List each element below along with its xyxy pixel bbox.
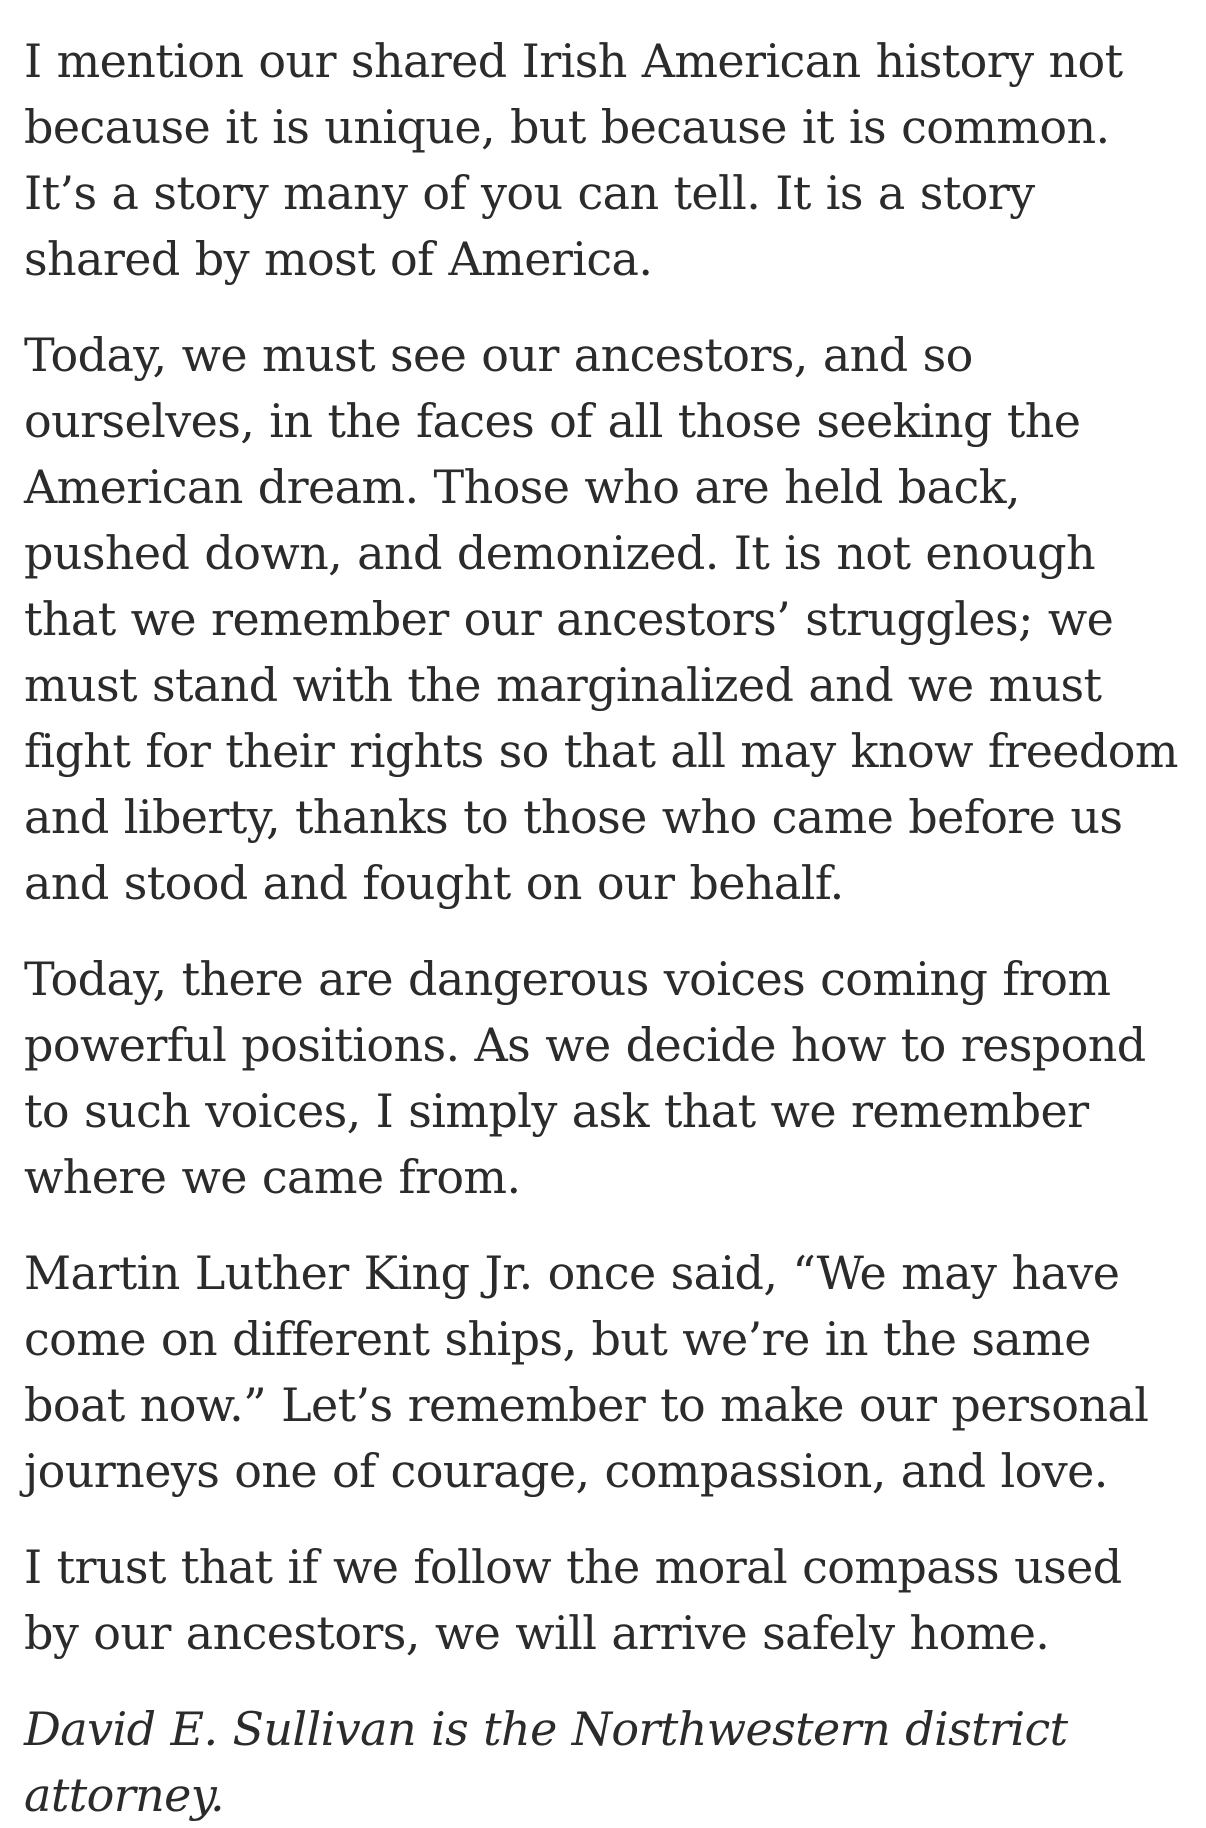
- paragraph-moral-compass: I trust that if we follow the moral compass used by our ancestors, we will arrive safely home.: [24, 1540, 1122, 1660]
- paragraph-mlk-quote: Martin Luther King Jr. once said, “We may have come on different ships, but we’re in the same boat now.” Let’s remember to make our personal journeys one of courage, compassion, and love.: [24, 1246, 1149, 1498]
- author-byline: David E. Sullivan is the Northwestern district attorney.: [24, 1702, 1068, 1822]
- paragraph-shared-history: I mention our shared Irish American history not because it is unique, but because it is common. It’s a story many of you can tell. It is a story shared by most of America.: [24, 34, 1123, 286]
- paragraph-ancestors: Today, we must see our ancestors, and so ourselves, in the faces of all those seeking the American dream. Those who are held back, pushed down, and demonized. It is not enough that we remember our ancestors’ struggles; we must stand with the marginalized and we must fight for their rights so that all may know freedom and liberty, thanks to those who came before us and stood and fought on our behalf.: [24, 328, 1178, 910]
- paragraph-dangerous-voices: Today, there are dangerous voices coming from powerful positions. As we decide how to respond to such voices, I simply ask that we remember where we came from.: [24, 952, 1146, 1204]
